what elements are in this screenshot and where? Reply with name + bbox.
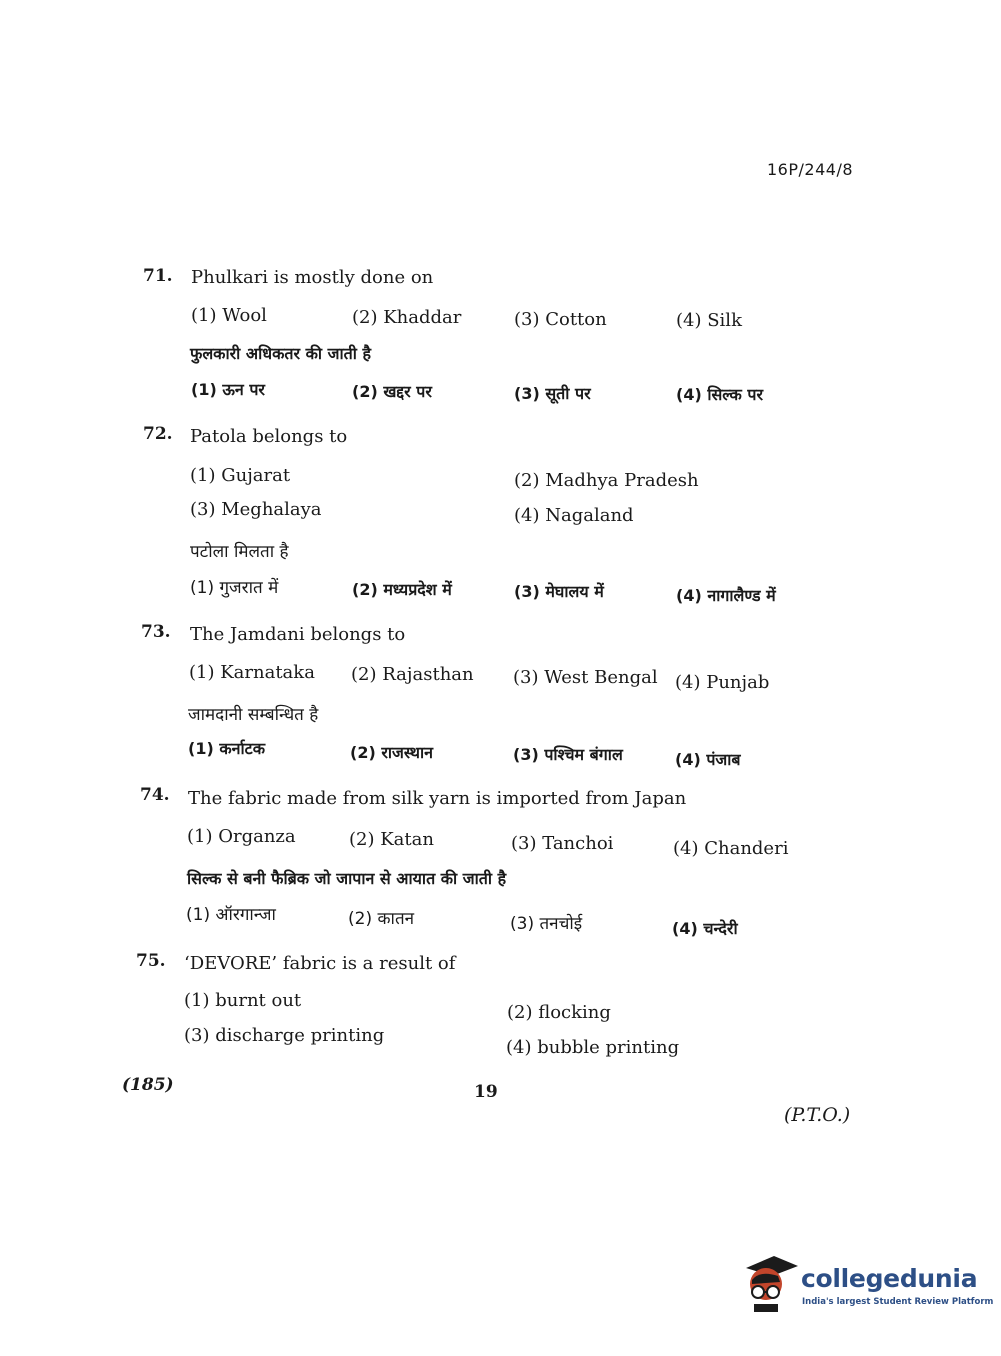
option-3: (3) Meghalaya [190, 499, 322, 520]
hindi-option-1: (1) ऑरगान्जा [186, 905, 276, 925]
option-2: (2) Khaddar [352, 307, 462, 328]
paper-code: 16P/244/8 [767, 160, 854, 179]
hindi-option-4: (4) चन्देरी [672, 919, 738, 938]
option-4: (4) Silk [676, 310, 742, 331]
option-3: (3) Tanchoi [511, 833, 614, 854]
hindi-option-2: (2) मध्यप्रदेश में [352, 580, 452, 599]
option-1: (1) Organza [187, 826, 296, 847]
question-number: 75. [136, 951, 166, 971]
brand-tagline: India's largest Student Review Platform [802, 1297, 994, 1307]
option-4: (4) Nagaland [514, 505, 634, 526]
option-1: (1) Gujarat [190, 465, 291, 486]
collegedunia-watermark [740, 1250, 994, 1320]
option-3: (3) Cotton [514, 309, 607, 330]
hindi-question-text: फुलकारी अधिकतर की जाती है [190, 344, 371, 363]
hindi-option-2: (2) कातन [348, 909, 415, 929]
option-3: (3) discharge printing [184, 1025, 385, 1046]
hindi-option-2: (2) खद्दर पर [352, 382, 432, 401]
option-2: (2) Rajasthan [351, 664, 474, 685]
option-4: (4) Chanderi [673, 838, 789, 859]
hindi-option-3: (3) सूती पर [514, 384, 591, 403]
booklet-code: (185) [122, 1075, 174, 1095]
question-number: 72. [143, 424, 173, 444]
question-number: 71. [143, 266, 173, 286]
option-1: (1) burnt out [184, 990, 302, 1011]
hindi-option-1: (1) ऊन पर [191, 380, 265, 399]
option-4: (4) bubble printing [506, 1037, 680, 1058]
hindi-question-text: सिल्क से बनी फैब्रिक जो जापान से आयात की जाती है [187, 869, 507, 888]
question-text: Phulkari is mostly done on [191, 267, 434, 288]
question-number: 73. [141, 622, 171, 642]
hindi-option-1: (1) गुजरात में [190, 578, 279, 598]
hindi-option-3: (3) पश्चिम बंगाल [513, 745, 623, 764]
hindi-option-4: (4) पंजाब [675, 750, 741, 769]
hindi-question-text: पटोला मिलता है [190, 542, 289, 562]
mascot-icon [740, 1250, 798, 1314]
option-1: (1) Karnataka [189, 662, 315, 683]
option-2: (2) flocking [507, 1002, 611, 1023]
hindi-option-1: (1) कर्नाटक [188, 739, 265, 758]
hindi-option-4: (4) नागालैण्ड में [676, 586, 776, 605]
page-number: 19 [474, 1082, 498, 1102]
question-text: ‘DEVORE’ fabric is a result of [184, 953, 456, 974]
question-number: 74. [140, 785, 170, 805]
hindi-option-2: (2) राजस्थान [350, 743, 434, 762]
question-text: The fabric made from silk yarn is imported from Japan [188, 788, 687, 809]
hindi-option-4: (4) सिल्क पर [676, 385, 763, 404]
option-2: (2) Katan [349, 829, 434, 850]
hindi-option-3: (3) मेघालय में [514, 582, 604, 601]
hindi-question-text: जामदानी सम्बन्धित है [188, 705, 319, 725]
pto-label: (P.T.O.) [784, 1104, 851, 1126]
option-3: (3) West Bengal [513, 667, 658, 688]
question-text: Patola belongs to [190, 426, 348, 447]
option-1: (1) Wool [191, 305, 267, 326]
option-2: (2) Madhya Pradesh [514, 470, 699, 491]
question-text: The Jamdani belongs to [190, 624, 406, 645]
brand-name: collegedunia [801, 1264, 978, 1293]
option-4: (4) Punjab [675, 672, 770, 693]
hindi-option-3: (3) तनचोई [510, 914, 583, 934]
